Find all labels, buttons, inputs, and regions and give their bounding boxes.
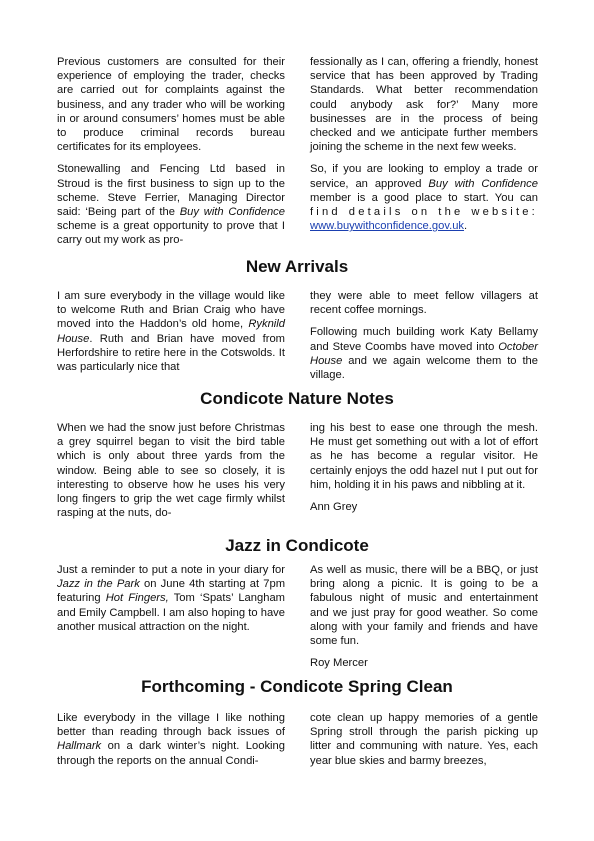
text-run: . Ruth and Brian have moved from Herfordshire to retire here in the Cotswolds. It was particularly nice that: [57, 332, 285, 374]
column-left: [57, 55, 285, 248]
paragraph: they were able to meet fellow villagers at recent coffee mornings.: [310, 290, 538, 317]
text-run: Following much building work Katy Bellamy and Steve Coombs have moved into: [310, 326, 538, 353]
article-nature-notes: [57, 421, 538, 520]
column-right: [310, 711, 538, 768]
text-run: I am sure everybody in the village would like to welcome Ruth and Brian Craig who have moved into the Haddon’s old home,: [57, 290, 285, 331]
text-run: and we again welcome them to the village.: [310, 354, 538, 382]
column-right: [310, 55, 538, 248]
text-run: on June 4th starting at 7pm featuring: [57, 578, 286, 605]
paragraph: [57, 711, 285, 768]
paragraph: As well as music, there will be a BBQ, or just bring along a picnic. It is going to be a fabulous night of music and entertainment and we just pray for good weather. So come along with your family and friends and have some fun.: [310, 564, 538, 648]
text-run: on a dark winter’s night. Looking through the reports on the annual Condi-: [57, 740, 285, 767]
column-right: [310, 289, 538, 382]
text-run: member is a good place to start. You can: [310, 191, 538, 204]
heading-nature-notes: Condicote Nature Notes: [200, 389, 394, 408]
text-run: Stonewalling and Fencing Ltd based in Stroud is the first business to sign up to the scheme. Steve Ferrier, Managing Director said: ‘Being part of the: [57, 163, 285, 219]
italic-text: Hot Fingers,: [105, 592, 169, 605]
heading-jazz: Jazz in Condicote: [225, 536, 369, 555]
text-run: Tom ‘Spats’ Langham and Emily Campbell. I am also hoping to have another musical attraction on the night.: [57, 592, 285, 633]
paragraph: [310, 162, 538, 233]
italic-text: Buy with Confidence: [428, 177, 538, 190]
text-run: Just a reminder to put a note in your diary for: [57, 564, 285, 576]
text-run: scheme is a great opportunity to prove that I carry out my work as pro-: [57, 220, 285, 247]
italic-text: Buy with Confidence: [179, 206, 285, 219]
paragraph: ing his best to ease one through the mesh. He must get something out with a lot of effort as he has become a regular visitor. He certainly enjoys the odd hazel nut I put out for him, holding it in his paws and nibbling at it.: [310, 422, 538, 491]
paragraph: [310, 325, 538, 382]
website-link[interactable]: www.buywithconfidence.gov.uk: [310, 220, 465, 233]
italic-text: Ryknild House: [57, 318, 285, 345]
column-left: [57, 421, 285, 520]
text-run: find details on the website:: [310, 206, 538, 219]
text-run: .: [464, 220, 468, 233]
column-right: [310, 421, 538, 520]
paragraph: fessionally as I can, offering a friendly, honest service that has been approved by Trading Standards. What better recommendation could anybody ask for?’ Many more businesses are in the process of being checked and we anticipate further members joining the scheme in the next few weeks.: [310, 56, 538, 154]
italic-text: Hallmark: [57, 740, 102, 753]
article-spring-clean: [57, 711, 538, 768]
paragraph: [57, 289, 285, 374]
paragraph: [57, 162, 285, 247]
author-signature: Roy Mercer: [310, 657, 368, 670]
article-new-arrivals: [57, 289, 538, 382]
italic-text: October House: [310, 340, 538, 367]
heading-new-arrivals: New Arrivals: [245, 257, 349, 276]
paragraph: Previous customers are consulted for their experience of employing the trader, checks are carried out for complaints against the business, and any trader who will be working in or around consumers’ homes must be able to produce criminal records bureau certificates for its employees.: [57, 56, 285, 154]
column-left: [57, 711, 285, 768]
text-run: So, if you are looking to employ a trade or service, an approved: [310, 163, 538, 190]
article-jazz: [57, 563, 538, 670]
heading-spring-clean: Forthcoming - Condicote Spring Clean: [141, 677, 453, 696]
italic-text: Jazz in the Park: [57, 578, 140, 591]
author-signature: Ann Grey: [310, 501, 358, 514]
paragraph: [57, 563, 285, 634]
paragraph: When we had the snow just before Christmas a grey squirrel began to visit the bird table which is only about three yards from the window. Being able to see so closely, it is interesting to observe how he uses his very long fingers to grip the wet cage firmly whilst rasping at the nuts, do-: [57, 422, 285, 520]
text-run: Like everybody in the village I like nothing better than reading through back issues of: [57, 712, 285, 739]
paragraph: cote clean up happy memories of a gentle Spring stroll through the parish picking up litter and communing with nature. Yes, each year blue skies and barmy breezes,: [310, 712, 538, 767]
column-left: [57, 563, 285, 670]
article-buy-with-confidence: [57, 55, 538, 248]
column-left: [57, 289, 285, 382]
column-right: [310, 563, 538, 670]
